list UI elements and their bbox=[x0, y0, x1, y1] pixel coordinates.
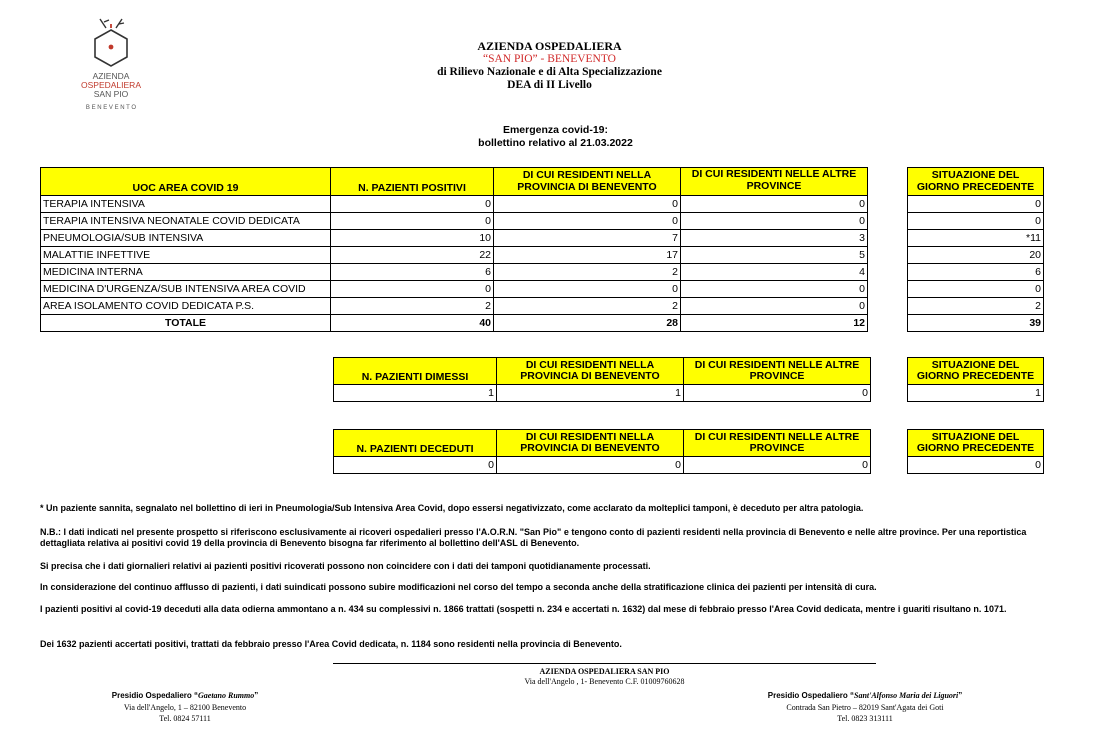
table-row bbox=[41, 247, 868, 264]
dimessi-other: 0 bbox=[684, 385, 871, 402]
row-other: 0 bbox=[681, 196, 868, 213]
table-row bbox=[334, 385, 871, 402]
row-bn: 0 bbox=[494, 196, 681, 213]
row-prev: 2 bbox=[908, 298, 1044, 315]
logo-line1: AZIENDA bbox=[92, 71, 130, 81]
row-name: PNEUMOLOGIA/SUB INTENSIVA bbox=[41, 230, 331, 247]
footer-left-tel: Tel. 0824 57111 bbox=[159, 714, 211, 723]
row-bn: 0 bbox=[494, 281, 681, 298]
row-other: 0 bbox=[681, 298, 868, 315]
row-other: 5 bbox=[681, 247, 868, 264]
main-header-other: DI CUI RESIDENTI NELLE ALTRE PROVINCE bbox=[681, 168, 868, 196]
dimessi-header: N. PAZIENTI DIMESSI bbox=[334, 358, 497, 385]
bulletin-title bbox=[0, 124, 1099, 150]
main-header-positivi: N. PAZIENTI POSITIVI bbox=[331, 168, 494, 196]
row-bn: 0 bbox=[494, 213, 681, 230]
row-other: 4 bbox=[681, 264, 868, 281]
document-header bbox=[0, 40, 1099, 92]
dimessi-header-other: DI CUI RESIDENTI NELLE ALTRE PROVINCE bbox=[684, 358, 871, 385]
logo-line3: SAN PIO bbox=[93, 89, 129, 99]
table-row bbox=[41, 281, 868, 298]
dimessi-prev-table bbox=[907, 357, 1044, 402]
header-title: AZIENDA OSPEDALIERA bbox=[477, 39, 622, 53]
footer-right-label: Presidio Ospedaliero “ bbox=[767, 691, 854, 700]
deceduti-header-other: DI CUI RESIDENTI NELLE ALTRE PROVINCE bbox=[684, 430, 871, 457]
row-name: AREA ISOLAMENTO COVID DEDICATA P.S. bbox=[41, 298, 331, 315]
header-line4: DEA di II Livello bbox=[507, 79, 592, 91]
row-bn: 2 bbox=[494, 298, 681, 315]
row-prev: 0 bbox=[908, 213, 1044, 230]
row-name: MEDICINA INTERNA bbox=[41, 264, 331, 281]
row-name: TERAPIA INTENSIVA bbox=[41, 196, 331, 213]
table-row bbox=[41, 264, 868, 281]
deceduti-header-prev: SITUAZIONE DEL GIORNO PRECEDENTE bbox=[908, 430, 1044, 457]
header-line3: di Rilievo Nazionale e di Alta Specializzazione bbox=[437, 66, 662, 78]
dimessi-value: 1 bbox=[334, 385, 497, 402]
deceduti-bn: 0 bbox=[497, 457, 684, 474]
row-positivi: 0 bbox=[331, 213, 494, 230]
dimessi-header-bn: DI CUI RESIDENTI NELLA PROVINCIA DI BENEVENTO bbox=[497, 358, 684, 385]
bulletin-line1: Emergenza covid-19: bbox=[502, 124, 609, 136]
row-positivi: 10 bbox=[331, 230, 494, 247]
footer-right-close: ” bbox=[958, 691, 963, 700]
row-positivi: 0 bbox=[331, 196, 494, 213]
row-prev: 0 bbox=[908, 196, 1044, 213]
total-other: 12 bbox=[681, 315, 868, 332]
dimessi-prev: 1 bbox=[908, 385, 1044, 402]
row-other: 0 bbox=[681, 213, 868, 230]
row-prev: 20 bbox=[908, 247, 1044, 264]
deceduti-header: N. PAZIENTI DECEDUTI bbox=[334, 430, 497, 457]
main-header-uoc: UOC AREA COVID 19 bbox=[41, 168, 331, 196]
row-bn: 2 bbox=[494, 264, 681, 281]
total-bn: 28 bbox=[494, 315, 681, 332]
bulletin-line2: bollettino relativo al 21.03.2022 bbox=[478, 137, 633, 149]
footer-right-address: Contrada San Pietro – 82019 Sant'Agata dei Goti bbox=[786, 703, 944, 712]
note-residenti: Dei 1632 pazienti accertati positivi, trattati da febbraio presso l'Area Covid dedicata, n. 1184 sono residenti nella provincia di Benevento. bbox=[40, 639, 622, 649]
table-row bbox=[334, 457, 871, 474]
logo-line2: OSPEDALIERA bbox=[81, 80, 141, 90]
main-header-bn: DI CUI RESIDENTI NELLA PROVINCIA DI BENEVENTO bbox=[494, 168, 681, 196]
main-table bbox=[40, 167, 868, 332]
total-row bbox=[41, 315, 868, 332]
logo-line4: B E N E V E N T O bbox=[85, 105, 137, 111]
header-subtitle: “SAN PIO” - BENEVENTO bbox=[483, 53, 616, 65]
deceduti-other: 0 bbox=[684, 457, 871, 474]
row-prev: 6 bbox=[908, 264, 1044, 281]
note-nb: N.B.: I dati indicati nel presente prospetto si riferiscono esclusivamente ai ricoveri ospedalieri presso l'A.O.R.N. "San Pio" e tengono conto di pazienti residenti nella provincia di Benevento e nelle altre province. Per una reportistica dettagliata relativa ai positivi covid 19 della provincia di Benevento bisogna far riferimento al bollettino dell'ASL di Benevento. bbox=[40, 527, 1027, 548]
deceduti-prev-table bbox=[907, 429, 1044, 474]
row-name: TERAPIA INTENSIVA NEONATALE COVID DEDICATA bbox=[41, 213, 331, 230]
footer-divider bbox=[333, 663, 876, 664]
row-positivi: 22 bbox=[331, 247, 494, 264]
total-label: TOTALE bbox=[41, 315, 331, 332]
footer-title: AZIENDA OSPEDALIERA SAN PIO bbox=[539, 667, 670, 676]
total-positivi: 40 bbox=[331, 315, 494, 332]
row-bn: 7 bbox=[494, 230, 681, 247]
total-prev: 39 bbox=[908, 315, 1044, 332]
note-tamponi: Si precisa che i dati giornalieri relativi ai pazienti positivi ricoverati possono non coincidere con i dati dei tamponi quotidianamente processati. bbox=[40, 561, 651, 571]
footer-left-label: Presidio Ospedaliero “ bbox=[111, 691, 198, 700]
footer-right-presidio bbox=[720, 691, 1010, 701]
table-row bbox=[41, 230, 868, 247]
main-prev-table bbox=[907, 167, 1044, 332]
dimessi-bn: 1 bbox=[497, 385, 684, 402]
main-header-prev: SITUAZIONE DEL GIORNO PRECEDENTE bbox=[908, 168, 1044, 196]
table-row bbox=[41, 298, 868, 315]
footer-right-name: Sant'Alfonso Maria dei Liguori bbox=[854, 691, 959, 700]
footer-right-tel: Tel. 0823 313111 bbox=[837, 714, 893, 723]
footer-left-address: Via dell'Angelo, 1 – 82100 Benevento bbox=[123, 703, 247, 712]
row-other: 0 bbox=[681, 281, 868, 298]
deceduti-header-bn: DI CUI RESIDENTI NELLA PROVINCIA DI BENEVENTO bbox=[497, 430, 684, 457]
row-prev: *11 bbox=[908, 230, 1044, 247]
row-prev: 0 bbox=[908, 281, 1044, 298]
note-afflusso: In considerazione del continuo afflusso di pazienti, i dati suindicati possono subire modificazioni nel corso del tempo a seconda anche della stratificazione clinica dei pazienti per intensità di cura. bbox=[40, 582, 877, 592]
row-name: MEDICINA D'URGENZA/SUB INTENSIVA AREA COVID bbox=[41, 281, 331, 298]
footer-left-presidio bbox=[60, 691, 310, 701]
deceduti-table bbox=[333, 429, 871, 474]
note-asterisk: * Un paziente sannita, segnalato nel bollettino di ieri in Pneumologia/Sub Intensiva Area Covid, dopo essersi negativizzato, come acclarato da molteplici tamponi, è deceduto per altra patologia. bbox=[40, 503, 864, 513]
table-row bbox=[41, 196, 868, 213]
note-deceduti: I pazienti positivi al covid-19 deceduti alla data odierna ammontano a n. 434 su complessivi n. 1866 trattati (sospetti n. 234 e accertati n. 1632) dal mese di febbraio presso l'Area Covid dedicata, mentre i guariti risultano n. 1071. bbox=[40, 604, 1007, 614]
row-other: 3 bbox=[681, 230, 868, 247]
deceduti-value: 0 bbox=[334, 457, 497, 474]
row-positivi: 2 bbox=[331, 298, 494, 315]
row-name: MALATTIE INFETTIVE bbox=[41, 247, 331, 264]
dimessi-table bbox=[333, 357, 871, 402]
deceduti-prev: 0 bbox=[908, 457, 1044, 474]
row-positivi: 0 bbox=[331, 281, 494, 298]
footer-address: Via dell'Angelo , 1- Benevento C.F. 01009760628 bbox=[524, 677, 685, 686]
footer-left-name: Gaetano Rummo bbox=[198, 691, 255, 700]
row-positivi: 6 bbox=[331, 264, 494, 281]
table-row bbox=[41, 213, 868, 230]
footer-left-close: ” bbox=[254, 691, 259, 700]
row-bn: 17 bbox=[494, 247, 681, 264]
dimessi-header-prev: SITUAZIONE DEL GIORNO PRECEDENTE bbox=[908, 358, 1044, 385]
